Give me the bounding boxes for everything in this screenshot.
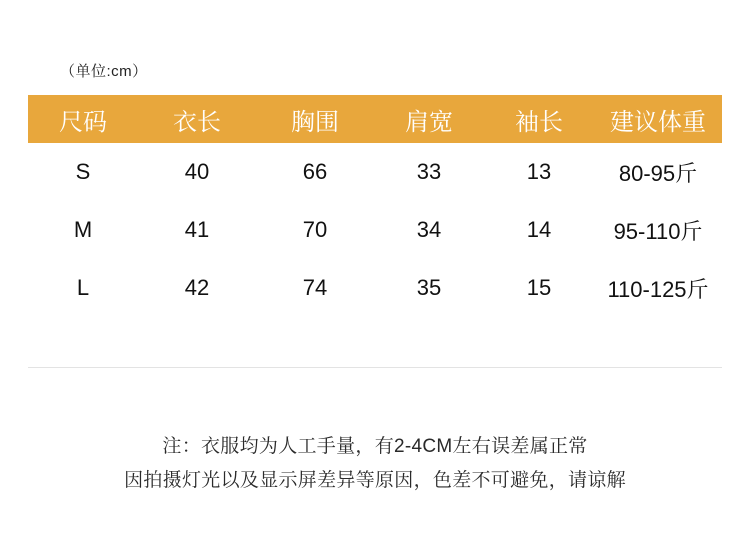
table-row (28, 201, 722, 259)
table-header-row (28, 95, 722, 143)
column-header-length: 衣长 (173, 108, 221, 136)
cell-shoulder: 33 (416, 159, 442, 184)
column-header-weight: 建议体重 (610, 108, 706, 136)
cell-size: M (73, 217, 93, 242)
column-header-size: 尺码 (59, 108, 107, 136)
cell-length: 40 (184, 159, 210, 184)
cell-sleeve: 13 (526, 159, 552, 184)
column-header-shoulder: 肩宽 (405, 108, 453, 136)
cell-sleeve: 14 (526, 217, 552, 242)
cell-length: 41 (184, 217, 210, 242)
cell-length: 42 (184, 275, 210, 300)
cell-shoulder: 34 (416, 217, 442, 242)
column-header-sleeve: 袖长 (515, 108, 563, 136)
table-row (28, 143, 722, 201)
cell-weight: 110-125斤 (607, 276, 709, 302)
color-difference-note: 因拍摄灯光以及显示屏差异等原因，色差不可避免，请谅解 (124, 470, 626, 491)
cell-size: L (76, 275, 90, 300)
size-table-header (28, 95, 722, 143)
cell-size: S (75, 159, 91, 184)
measurement-note: 注：衣服均为人工手量，有2-4CM左右误差属正常 (162, 436, 588, 457)
cell-shoulder: 35 (416, 275, 442, 300)
size-table-body (28, 143, 722, 317)
table-row (28, 259, 722, 317)
cell-weight: 80-95斤 (618, 160, 698, 186)
unit-note: （单位:cm） (60, 63, 148, 80)
column-header-bust: 胸围 (291, 108, 339, 136)
cell-bust: 70 (302, 217, 328, 242)
size-table (28, 95, 722, 317)
cell-bust: 74 (302, 275, 328, 300)
section-divider (28, 367, 722, 368)
cell-sleeve: 15 (526, 275, 552, 300)
cell-bust: 66 (302, 159, 328, 184)
footer-notes (0, 430, 750, 498)
cell-weight: 95-110斤 (613, 218, 703, 244)
